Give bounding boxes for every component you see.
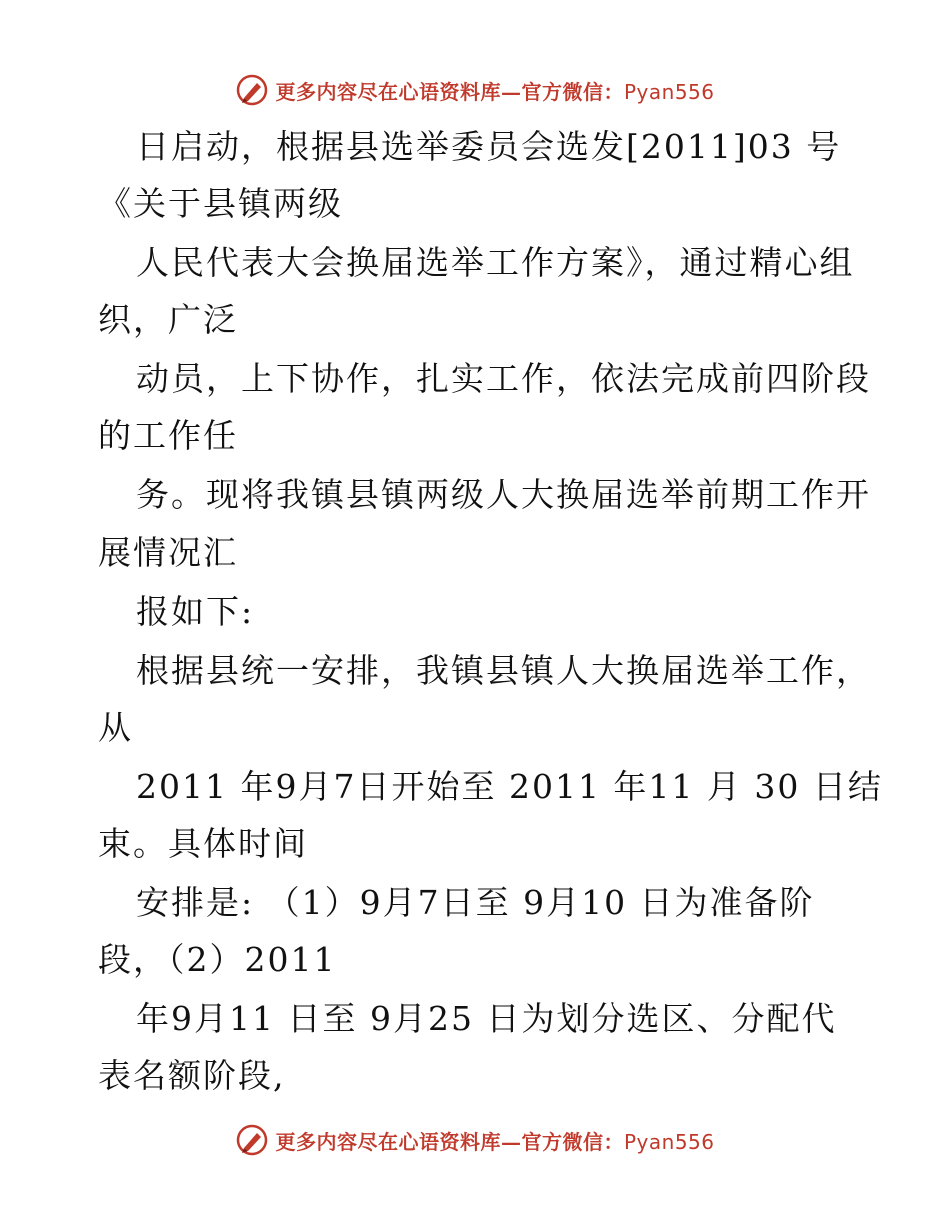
watermark-wechat-id: Pyan556 (623, 1129, 715, 1154)
body-line: 日启动，根据县选举委员会选发[2011]03 号 (136, 127, 842, 166)
pen-logo-icon (235, 73, 269, 107)
body-line: 安排是: （1）9月7日至 9月10 日为准备阶 (136, 883, 815, 922)
body-line: 的工作任 (98, 416, 238, 455)
body-line: 织，广泛 (98, 300, 238, 339)
body-line: 动员，上下协作，扎实工作，依法完成前四阶段 (136, 359, 871, 398)
body-line: 人民代表大会换届选举工作方案》，通过精心组 (136, 243, 855, 282)
footer-watermark (0, 1120, 950, 1160)
watermark-text: 更多内容尽在心语资料库—官方微信： (275, 79, 624, 104)
body-line: 表名额阶段, (98, 1056, 286, 1095)
body-line: 2011 年9月7日开始至 2011 年11 月 30 日结 (136, 767, 883, 806)
header-watermark (0, 70, 950, 110)
body-line: 根据县统一安排，我镇县镇人大换届选举工作， (136, 651, 871, 690)
body-line: 年9月11 日至 9月25 日为划分选区、分配代 (136, 999, 837, 1038)
body-line: 《关于县镇两级 (98, 184, 343, 223)
body-line: 报如下: (136, 592, 255, 631)
body-line: 束。具体时间 (98, 824, 308, 863)
body-line: 务。现将我镇县镇两级人大换届选举前期工作开 (136, 475, 871, 514)
body-line: 从 (98, 708, 133, 747)
watermark-text: 更多内容尽在心语资料库—官方微信： (275, 1129, 624, 1154)
body-line: 段，（2）2011 (98, 940, 337, 979)
body-line: 展情况汇 (98, 533, 238, 572)
pen-logo-icon (235, 1123, 269, 1157)
watermark-wechat-id: Pyan556 (623, 79, 715, 104)
